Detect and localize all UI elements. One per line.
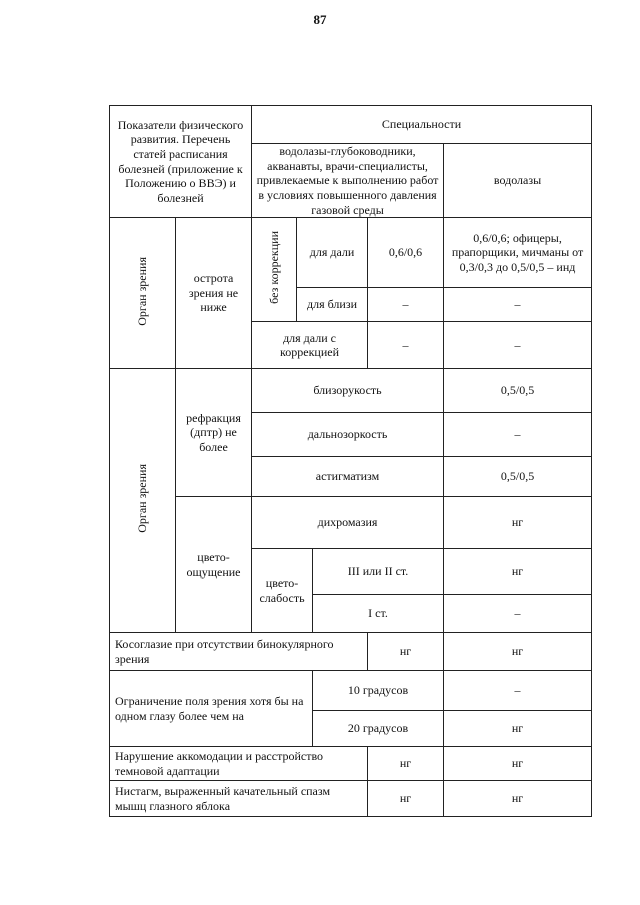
deg10-label: 10 градусов xyxy=(313,671,444,711)
myopia-label: близорукость xyxy=(252,369,444,413)
table-row xyxy=(110,747,592,781)
organ-text-2: Орган зрения xyxy=(135,464,150,534)
near-label: для близи xyxy=(297,288,368,322)
nystagmus-value-2: нг xyxy=(444,781,592,817)
near-value-1: – xyxy=(368,288,444,322)
deg20-value-1: нг xyxy=(444,711,592,747)
accommodation-label: Нарушение аккомодации и расстройство темновой адаптации xyxy=(110,747,368,781)
table-header-row xyxy=(110,106,592,144)
page-number: 87 xyxy=(313,12,327,27)
acuity-label: острота зрения не ниже xyxy=(176,218,252,369)
organ-label-1 xyxy=(110,218,176,369)
deg10-value-1: – xyxy=(444,671,592,711)
strabismus-value-2: нг xyxy=(444,633,592,671)
accommodation-value-1: нг xyxy=(368,747,444,781)
field-limit-label: Ограничение поля зрения хотя бы на одном глазу более чем на xyxy=(110,671,313,747)
far-value-1: 0,6/0,6 xyxy=(368,218,444,288)
dichromasy-value-1: нг xyxy=(444,497,592,549)
far-value-2: 0,6/0,6; офицеры, прапорщики, мичманы от 0,3/0,3 до 0,5/0,5 – инд xyxy=(444,218,592,288)
without-correction-text: без коррекции xyxy=(266,231,281,305)
hyperopia-label: дальнозоркость xyxy=(252,413,444,457)
hyperopia-value-1: – xyxy=(444,413,592,457)
degree-1-value-1: – xyxy=(444,595,592,633)
organ-text-1: Орган зрения xyxy=(135,256,150,326)
table-row xyxy=(110,497,592,549)
refraction-label: рефракция (дптр) не более xyxy=(176,369,252,497)
dichromasy-label: дихромазия xyxy=(252,497,444,549)
table-row xyxy=(110,218,592,288)
table-row xyxy=(110,369,592,413)
group1-header: водолазы-глубоководники, акванавты, врачи-специалисты, привлекаемые к выполнению работ в условиях повышенного давления газовой среды xyxy=(252,144,444,218)
color-weakness-label: цвето-слабость xyxy=(252,549,313,633)
far-corrected-label: для дали с коррекцией xyxy=(252,322,368,369)
group2-header: водолазы xyxy=(444,144,592,218)
astigmatism-value-1: 0,5/0,5 xyxy=(444,457,592,497)
nystagmus-label: Нистагм, выраженный качательный спазм мышц глазного яблока xyxy=(110,781,368,817)
far-label: для дали xyxy=(297,218,368,288)
near-value-2: – xyxy=(444,288,592,322)
table-row xyxy=(110,781,592,817)
degree-1-label: I ст. xyxy=(313,595,444,633)
degree-3-2-label: III или II ст. xyxy=(313,549,444,595)
organ-label-2 xyxy=(110,369,176,633)
strabismus-label: Косоглазие при отсутствии бинокулярного зрения xyxy=(110,633,368,671)
fitness-requirements-table xyxy=(109,105,592,817)
specialties-header: Специальности xyxy=(252,106,592,144)
table-row xyxy=(110,633,592,671)
color-vision-label: цвето-ощущение xyxy=(176,497,252,633)
degree-3-2-value-1: нг xyxy=(444,549,592,595)
astigmatism-label: астигматизм xyxy=(252,457,444,497)
indicators-header: Показатели физического развития. Перечень статей расписания болезней (приложение к Положению о ВВЭ) и болезней xyxy=(110,106,252,218)
deg20-label: 20 градусов xyxy=(313,711,444,747)
far-corrected-value-1: – xyxy=(368,322,444,369)
myopia-value-1: 0,5/0,5 xyxy=(444,369,592,413)
table-row xyxy=(110,671,592,711)
without-correction-label xyxy=(252,218,297,322)
accommodation-value-2: нг xyxy=(444,747,592,781)
far-corrected-value-2: – xyxy=(444,322,592,369)
strabismus-value-1: нг xyxy=(368,633,444,671)
nystagmus-value-1: нг xyxy=(368,781,444,817)
